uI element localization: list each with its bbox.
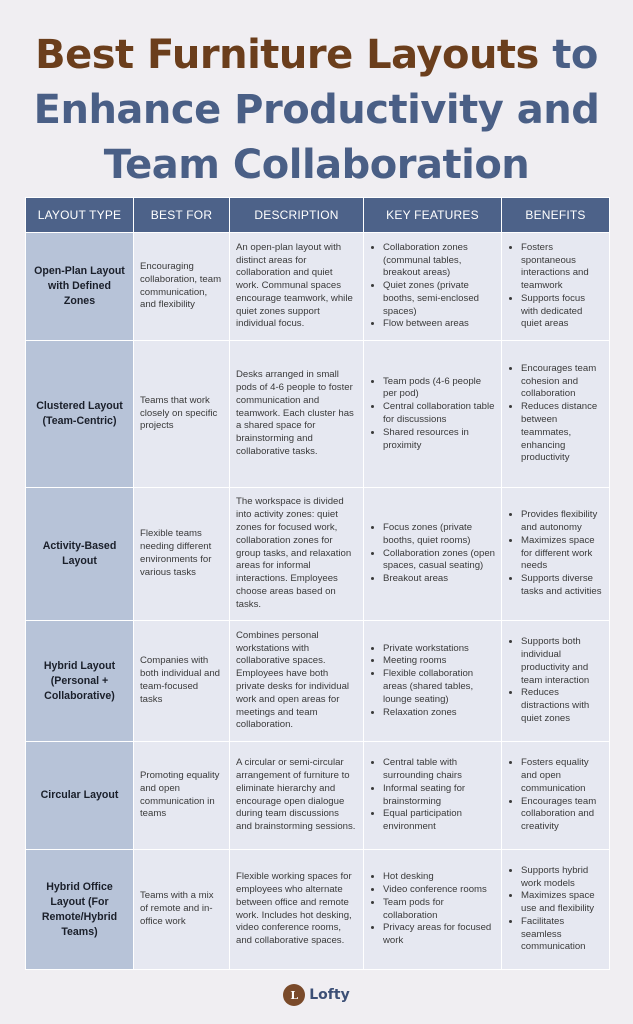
benefits-cell — [502, 341, 610, 488]
benefit-item: • Supports both individual productivity and team interaction — [521, 636, 603, 687]
table-row — [26, 850, 610, 970]
feature-item: • Informal seating for brainstorming — [383, 783, 495, 809]
footer-logo — [0, 984, 633, 1006]
description-cell: Desks arranged in small pods of 4-6 people to foster communication and teamwork. Each cluster has a shared space for brainstorming and collaborative tasks. — [230, 341, 364, 488]
description-cell: Combines personal workstations with collaborative spaces. Employees have both private desks for individual work and open areas for meetings and team collaboration. — [230, 621, 364, 742]
feature-item: • Team pods for collaboration — [383, 897, 495, 923]
best-for-cell: Flexible teams needing different environments for various tasks — [134, 488, 230, 621]
layout-type-cell: Open-Plan Layout with Defined Zones — [26, 233, 134, 341]
feature-item: • Private workstations — [383, 643, 495, 656]
feature-item: • Video conference rooms — [383, 884, 495, 897]
feature-item: • Equal participation environment — [383, 808, 495, 834]
layout-type-cell: Hybrid Layout (Personal + Collaborative) — [26, 621, 134, 742]
benefits-cell — [502, 233, 610, 341]
feature-item: • Shared resources in proximity — [383, 427, 495, 453]
benefit-item: • Encourages team cohesion and collaboration — [521, 363, 603, 401]
benefits-cell — [502, 488, 610, 621]
feature-item: • Focus zones (private booths, quiet rooms) — [383, 522, 495, 548]
title-line2: Enhance Productivity and — [33, 87, 600, 133]
logo-text: Lofty — [309, 987, 350, 1003]
benefits-cell — [502, 742, 610, 850]
benefit-item: • Supports diverse tasks and activities — [521, 573, 603, 599]
header-description: DESCRIPTION — [230, 198, 364, 233]
layout-type-cell: Circular Layout — [26, 742, 134, 850]
feature-item: • Breakout areas — [383, 573, 495, 586]
description-cell: A circular or semi-circular arrangement of furniture to eliminate hierarchy and encourage open dialogue during team discussions and brainstorming sessions. — [230, 742, 364, 850]
table-header-row — [26, 198, 610, 233]
benefit-item: • Fosters equality and open communication — [521, 757, 603, 795]
best-for-cell: Promoting equality and open communication in teams — [134, 742, 230, 850]
feature-item: • Hot desking — [383, 871, 495, 884]
feature-item: • Team pods (4-6 people per pod) — [383, 376, 495, 402]
features-cell — [364, 850, 502, 970]
feature-item: • Collaboration zones (communal tables, breakout areas) — [383, 242, 495, 280]
feature-item: • Flexible collaboration areas (shared tables, lounge seating) — [383, 668, 495, 706]
layout-type-cell: Clustered Layout (Team-Centric) — [26, 341, 134, 488]
benefits-cell — [502, 621, 610, 742]
features-cell — [364, 488, 502, 621]
page-title — [0, 28, 633, 193]
header-key-features: KEY FEATURES — [364, 198, 502, 233]
title-line1-brown: Best Furniture Layouts — [35, 32, 539, 78]
feature-item: • Flow between areas — [383, 318, 495, 331]
benefit-item: • Supports hybrid work models — [521, 865, 603, 891]
feature-item: • Central table with surrounding chairs — [383, 757, 495, 783]
benefit-item: • Encourages team collaboration and creativity — [521, 796, 603, 834]
header-benefits: BENEFITS — [502, 198, 610, 233]
table-row — [26, 621, 610, 742]
layout-type-cell: Hybrid Office Layout (For Remote/Hybrid Teams) — [26, 850, 134, 970]
header-layout-type: LAYOUT TYPE — [26, 198, 134, 233]
benefit-item: • Reduces distance between teammates, enhancing productivity — [521, 401, 603, 465]
benefit-item: • Maximizes space use and flexibility — [521, 890, 603, 916]
title-line1-blue: to — [538, 32, 598, 78]
feature-item: • Quiet zones (private booths, semi-enclosed spaces) — [383, 280, 495, 318]
feature-item: • Meeting rooms — [383, 655, 495, 668]
benefits-cell — [502, 850, 610, 970]
benefit-item: • Supports focus with dedicated quiet areas — [521, 293, 603, 331]
header-best-for: BEST FOR — [134, 198, 230, 233]
table-row — [26, 341, 610, 488]
title-line3: Team Collaboration — [103, 142, 530, 188]
features-cell — [364, 233, 502, 341]
description-cell: The workspace is divided into activity zones: quiet zones for focused work, collaboration zones for group tasks, and relaxation areas for informal interactions. Employees choose areas based on tasks. — [230, 488, 364, 621]
feature-item: • Privacy areas for focused work — [383, 922, 495, 948]
feature-item: • Collaboration zones (open spaces, casual seating) — [383, 548, 495, 574]
benefit-item: • Reduces distractions with quiet zones — [521, 687, 603, 725]
layout-type-cell: Activity-Based Layout — [26, 488, 134, 621]
description-cell: Flexible working spaces for employees who alternate between office and remote work. Includes hot desking, video conference rooms, and collaborative spaces. — [230, 850, 364, 970]
features-cell — [364, 621, 502, 742]
benefit-item: • Facilitates seamless communication — [521, 916, 603, 954]
benefit-item: • Maximizes space for different work needs — [521, 535, 603, 573]
table-row — [26, 233, 610, 341]
layouts-table — [25, 197, 610, 970]
features-cell — [364, 742, 502, 850]
table-row — [26, 742, 610, 850]
table-row — [26, 488, 610, 621]
feature-item: • Central collaboration table for discussions — [383, 401, 495, 427]
features-cell — [364, 341, 502, 488]
best-for-cell: Teams that work closely on specific projects — [134, 341, 230, 488]
logo-icon: L — [283, 984, 305, 1006]
feature-item: • Relaxation zones — [383, 707, 495, 720]
benefit-item: • Provides flexibility and autonomy — [521, 509, 603, 535]
best-for-cell: Teams with a mix of remote and in-office work — [134, 850, 230, 970]
benefit-item: • Fosters spontaneous interactions and teamwork — [521, 242, 603, 293]
description-cell: An open-plan layout with distinct areas for collaboration and quiet work. Communal spaces encourage teamwork, while quiet zones support individual focus. — [230, 233, 364, 341]
best-for-cell: Companies with both individual and team-focused tasks — [134, 621, 230, 742]
best-for-cell: Encouraging collaboration, team communication, and flexibility — [134, 233, 230, 341]
